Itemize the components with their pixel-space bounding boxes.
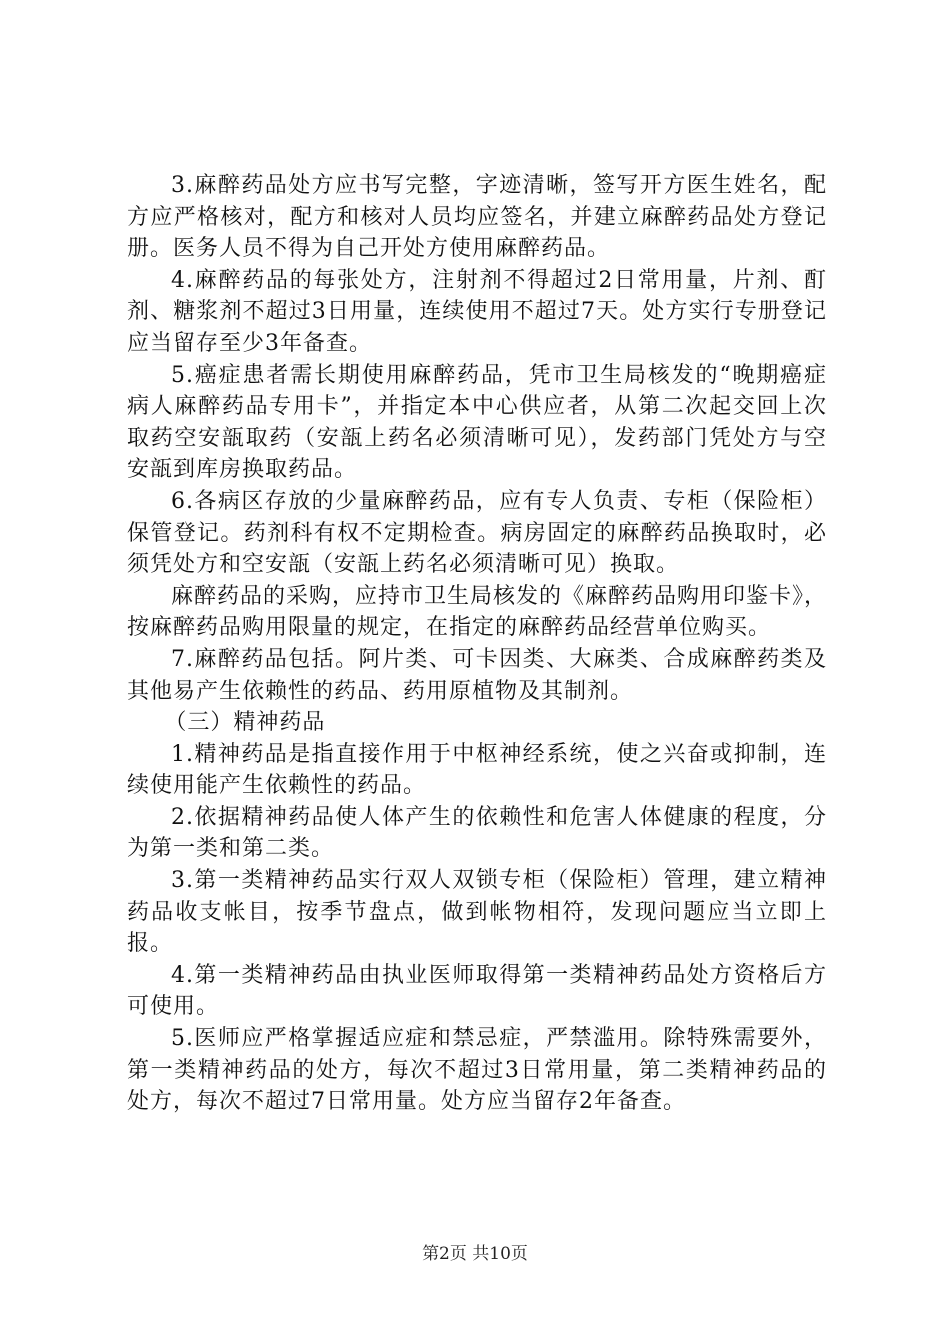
paragraph-prescription-retention: 5.医师应严格掌握适应症和禁忌症，严禁滥用。除特殊需要外，第一类精神药品的处方，每次不超过3日常用量，第二类精神药品的处方，每次不超过7日常用量。处方应当留存2年备查。 xyxy=(127,1026,827,1115)
document-body xyxy=(127,170,827,1118)
section-heading-psychotropic: （三）精神药品 xyxy=(164,710,326,736)
page-number-footer: 第2页 共10页 xyxy=(422,1244,528,1264)
paragraph-narcotic-procurement: 麻醉药品的采购，应持市卫生局核发的《麻醉药品购用印鉴卡》，按麻醉药品购用限量的规定，在指定的麻醉药品经营单位购买。 xyxy=(127,583,828,641)
paragraph-cancer-patient-card: 5.癌症患者需长期使用麻醉药品，凭市卫生局核发的“晚期癌症病人麻醉药品专用卡”，并指定本中心供应者，从第二次起交回上次取药空安瓿取药（安瓿上药名必须清晰可见），发药部门凭处方与空安瓿到库房换取药品。 xyxy=(127,362,827,483)
paragraph-narcotic-categories: 7.麻醉药品包括。阿片类、可卡因类、大麻类、合成麻醉药类及其他易产生依赖性的药品、药用原植物及其制剂。 xyxy=(127,646,827,704)
paragraph-psychotropic-classes: 2.依据精神药品使人体产生的依赖性和危害人体健康的程度，分为第一类和第二类。 xyxy=(127,804,827,862)
paragraph-narcotic-prescription-writing: 3.麻醉药品处方应书写完整，字迹清晰，签写开方医生姓名，配方应严格核对，配方和核对人员均应签名，并建立麻醉药品处方登记册。医务人员不得为自己开处方使用麻醉药品。 xyxy=(127,173,827,262)
paragraph-psychotropic-definition: 1.精神药品是指直接作用于中枢神经系统，使之兴奋或抑制，连续使用能产生依赖性的药品。 xyxy=(127,741,827,799)
paragraph-narcotic-prescription-limits: 4.麻醉药品的每张处方，注射剂不得超过2日常用量，片剂、酊剂、糖浆剂不超过3日用量，连续使用不超过7天。处方实行专册登记应当留存至少3年备查。 xyxy=(127,267,827,356)
paragraph-ward-storage: 6.各病区存放的少量麻醉药品，应有专人负责、专柜（保险柜）保管登记。药剂科有权不定期检查。病房固定的麻醉药品换取时，必须凭处方和空安瓿（安瓿上药名必须清晰可见）换取。 xyxy=(127,488,827,578)
paragraph-class-one-prescriber: 4.第一类精神药品由执业医师取得第一类精神药品处方资格后方可使用。 xyxy=(127,962,827,1020)
paragraph-class-one-storage: 3.第一类精神药品实行双人双锁专柜（保险柜）管理，建立精神药品收支帐目，按季节盘点，做到帐物相符，发现问题应当立即上报。 xyxy=(127,868,827,957)
